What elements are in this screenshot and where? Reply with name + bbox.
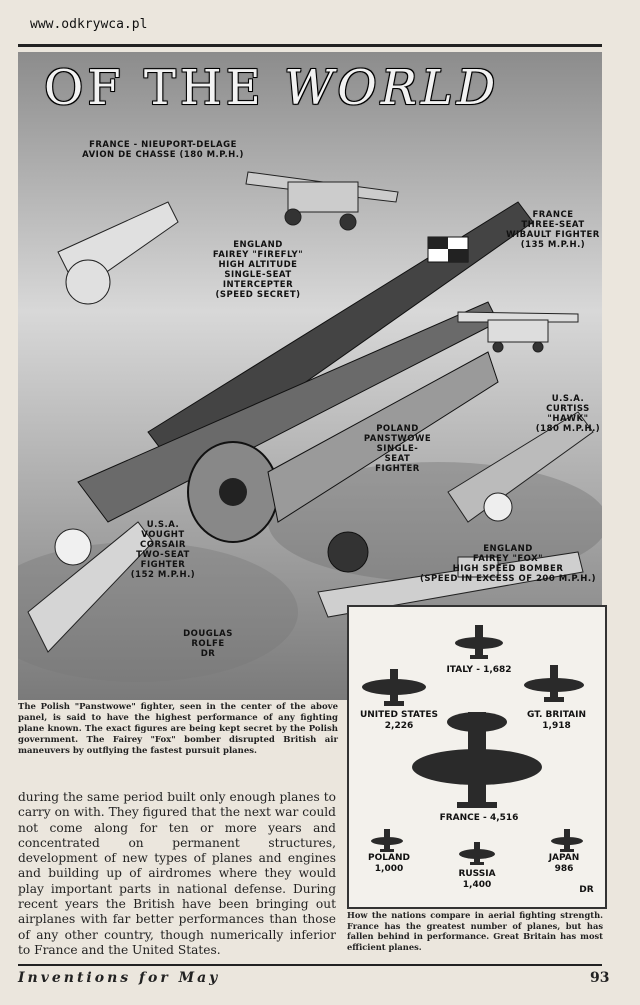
label-england-firefly: ENGLAND FAIREY "FIREFLY" HIGH ALTITUDE SINGLE-SEAT INTERCEPTER (SPEED SECRET) [212, 240, 304, 300]
stat-gb-value: 1,918 [542, 721, 571, 731]
stat-artist-mark: DR [579, 885, 594, 895]
top-rule [18, 44, 602, 47]
chart-caption: How the nations compare in aerial fighting strength. France has the greatest number of planes, but has fallen behind in performance. Great Britain has most efficient planes. [347, 910, 603, 952]
aerial-strength-panel [347, 605, 607, 909]
article-body: during the same period built only enough planes to carry on with. They figured that the next war could not come along for ten or more years and concentrated on permanent structures, development of new types of planes and engines and building up of airdromes where they would play important parts in national defense. During recent years the British have been bringing out airplanes with far better performances than those of any other country, though numerically inferior to France and the United States. [18, 790, 336, 957]
stat-japan-value: 986 [554, 864, 574, 874]
stat-france-sep: - [479, 813, 490, 823]
label-usa-vought: U.S.A. VOUGHT CORSAIR TWO-SEAT FIGHTER (152 M.P.H.) [130, 520, 196, 580]
bottom-rule [18, 964, 602, 966]
stat-gb-country: GT. BRITAIN [527, 710, 586, 720]
label-poland-panstwowe: POLAND PANSTWOWE SINGLE- SEAT FIGHTER [363, 424, 432, 474]
italy-plane-icon [455, 625, 503, 659]
stat-italy [429, 665, 529, 676]
stat-france-country: FRANCE [439, 813, 480, 823]
stat-poland-value: 1,000 [374, 864, 404, 874]
page-number: 93 [590, 970, 610, 986]
label-england-fox: ENGLAND FAIREY "FOX" HIGH SPEED BOMBER (SPEED IN EXCESS OF 200 M.P.H.) [419, 544, 597, 584]
stat-usa [354, 710, 444, 732]
label-france-nieuport: FRANCE - NIEUPORT-DELAGE AVION DE CHASSE (180 M.P.H.) [82, 140, 244, 160]
stat-usa-country: UNITED STATES [359, 710, 439, 720]
poland-plane-icon [371, 829, 403, 852]
stat-russia-country: RUSSIA [458, 869, 496, 879]
stat-france-value: 4,516 [489, 813, 519, 823]
stat-russia-value: 1,400 [462, 880, 492, 890]
russia-plane-icon [459, 842, 495, 865]
stat-gb [514, 710, 599, 732]
stat-italy-sep: - [473, 665, 484, 675]
site-watermark: www.odkrywca.pl [30, 17, 148, 32]
stat-poland-country: POLAND [368, 853, 410, 863]
illustration-caption: The Polish "Panstwowe" fighter, seen in the center of the above panel, is said to have the highest performance of any fighting plane known. The exact figures are being kept secret by the Polish government. The Fairey "Fox" bomber disrupted British air maneuvers by outflying the fastest pursuit planes. [18, 702, 338, 756]
japan-plane-icon [551, 829, 583, 852]
usa-plane-icon [362, 669, 426, 706]
headline-part1: OF THE [44, 60, 285, 116]
footer-magazine: Inventions for May [18, 970, 221, 986]
stat-usa-value: 2,226 [384, 721, 414, 731]
label-usa-curtiss: U.S.A. CURTISS "HAWK" (180 M.P.H.) [535, 394, 601, 434]
stat-japan-country: JAPAN [548, 853, 580, 863]
headline-part2: WORLD [284, 60, 500, 116]
illustration-panel [18, 52, 602, 700]
gb-plane-icon [524, 665, 584, 702]
stat-russia [444, 869, 510, 891]
label-france-wibault: FRANCE THREE-SEAT WIBAULT FIGHTER (135 M.P.H.) [506, 210, 600, 250]
headline [44, 60, 594, 116]
stat-italy-country: ITALY [446, 665, 474, 675]
stat-italy-value: 1,682 [483, 665, 512, 675]
label-artist: DOUGLAS ROLFE DR [183, 629, 233, 659]
stat-japan [529, 853, 599, 875]
stat-france [419, 813, 539, 824]
stat-poland [354, 853, 424, 875]
